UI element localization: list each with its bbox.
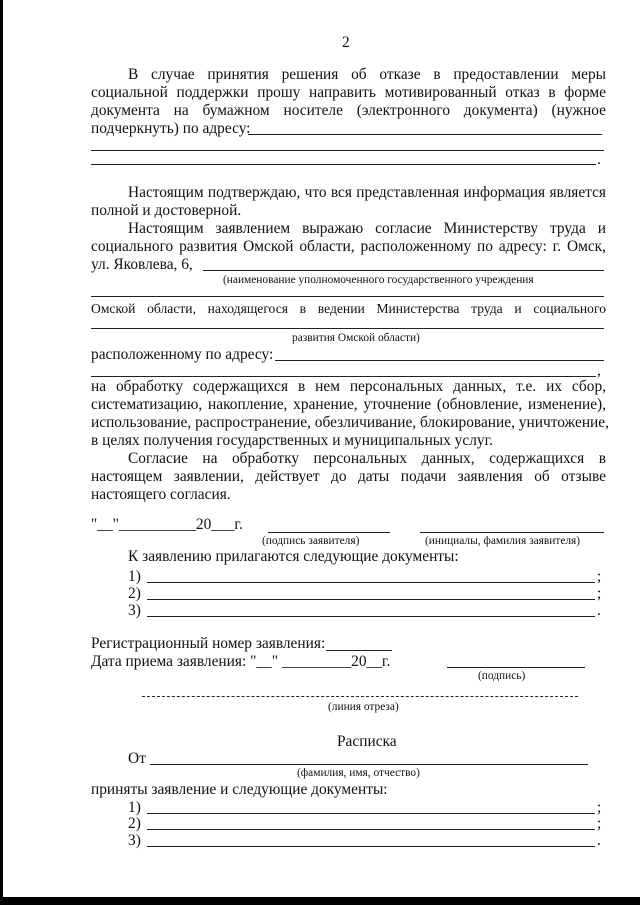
- consent-line-2: социального развития Омской области, расположенному по адресу: г. Омск,: [91, 238, 606, 255]
- attachment-2-end: ;: [597, 585, 602, 602]
- address-label: расположенному по адресу:: [91, 346, 274, 363]
- scan-left-edge: [0, 0, 3, 905]
- refusal-line-4: подчеркнуть) по адресу:: [91, 120, 251, 137]
- receipt-name-field: [150, 764, 588, 765]
- validity-line-2: настоящем заявлении, действует до даты подачи заявления об отзыве: [91, 468, 606, 485]
- attachment-1-number: 1): [128, 568, 141, 585]
- receipt-title: Расписка: [337, 733, 397, 750]
- attachment-3-number: 3): [128, 602, 141, 619]
- refusal-end-mark: .: [597, 151, 601, 168]
- registration-date: Дата приема заявления: "__" _________20__г.: [91, 653, 391, 670]
- attachment-2-field: [147, 599, 595, 600]
- institution-name-field: [203, 270, 604, 271]
- attachment-2-number: 2): [128, 585, 141, 602]
- attachment-1-end: ;: [597, 568, 602, 585]
- receipt-item-1-field: [147, 813, 595, 814]
- receipt-from-label: От: [128, 750, 146, 767]
- refusal-line-3: документа на бумажном носителе (электронного документа) (нужное: [91, 102, 606, 119]
- consent-purpose-1: на обработку содержащихся в нем персональных данных, т.е. их сбор,: [91, 378, 606, 395]
- validity-line-1: Согласие на обработку персональных данных, содержащихся в: [128, 450, 606, 467]
- refusal-address-field-3: [91, 164, 596, 165]
- receipt-item-2-number: 2): [128, 815, 141, 832]
- consent-line-3: ул. Яковлева, 6,: [91, 256, 193, 273]
- scan-bottom-edge: [0, 897, 640, 905]
- caption-institution: (наименование уполномоченного государственного учреждения: [223, 274, 534, 286]
- receipt-item-2-end: ;: [597, 815, 602, 832]
- caption-ministry: развития Омской области): [292, 332, 420, 344]
- validity-line-3: настоящего согласия.: [91, 486, 231, 503]
- consent-purpose-3: использование, распространение, обезличивание, блокирование, уничтожение,: [91, 414, 609, 431]
- registration-signature-field: [447, 667, 585, 668]
- receipt-item-3-field: [147, 846, 595, 847]
- attachment-3-end: .: [597, 602, 601, 619]
- receipt-item-1-end: ;: [597, 799, 602, 816]
- receipt-accepted-label: приняты заявление и следующие документы:: [91, 781, 388, 798]
- confirmation-line-2: полной и достоверной.: [91, 202, 242, 219]
- consent-line-1: Настоящим заявлением выражаю согласие Министерству труда и: [128, 220, 606, 237]
- receipt-item-3-number: 3): [128, 832, 141, 849]
- attachments-heading: К заявлению прилагаются следующие документы:: [128, 548, 459, 565]
- consent-purpose-4: в целях получения государственных и муниципальных услуг.: [91, 432, 494, 449]
- confirmation-line-1: Настоящим подтверждаю, что вся представленная информация является: [128, 184, 606, 201]
- registration-number-field: [326, 650, 392, 651]
- receipt-item-3-end: .: [597, 832, 601, 849]
- signature-field: [268, 532, 390, 533]
- page-number: 2: [342, 34, 350, 51]
- caption-full-name: (фамилия, имя, отчество): [297, 767, 420, 779]
- registration-number-label: Регистрационный номер заявления:: [91, 635, 326, 652]
- registration-caption-signature: (подпись): [478, 670, 526, 682]
- consent-purpose-2: систематизацию, накопление, хранение, уточнение (обновление, изменение),: [91, 396, 606, 413]
- consent-line-4: Омской области, находящегося в ведении Министерства труда и социального: [91, 301, 606, 316]
- receipt-item-2-field: [147, 829, 595, 830]
- caption-initials: (инициалы, фамилия заявителя): [425, 535, 581, 547]
- initials-field: [420, 532, 604, 533]
- refusal-address-field-2: [91, 150, 604, 151]
- attachment-1-field: [147, 582, 595, 583]
- address-comma: ,: [597, 362, 601, 379]
- receipt-item-1-number: 1): [128, 799, 141, 816]
- address-field: [275, 360, 604, 361]
- institution-name-field-3: [91, 328, 604, 329]
- signature-date: "__"__________20___г.: [91, 516, 243, 533]
- refusal-address-field: [248, 134, 602, 135]
- refusal-line-2: социальной поддержки прошу направить мотивированный отказ в форме: [91, 84, 606, 101]
- cut-line: [142, 696, 578, 697]
- address-field-2: [91, 376, 596, 377]
- attachment-3-field: [147, 616, 595, 617]
- caption-signature: (подпись заявителя): [262, 535, 360, 547]
- refusal-line-1: В случае принятия решения об отказе в предоставлении меры: [128, 66, 606, 83]
- cut-line-caption: (линия отреза): [328, 701, 399, 713]
- institution-name-field-2: [91, 296, 604, 297]
